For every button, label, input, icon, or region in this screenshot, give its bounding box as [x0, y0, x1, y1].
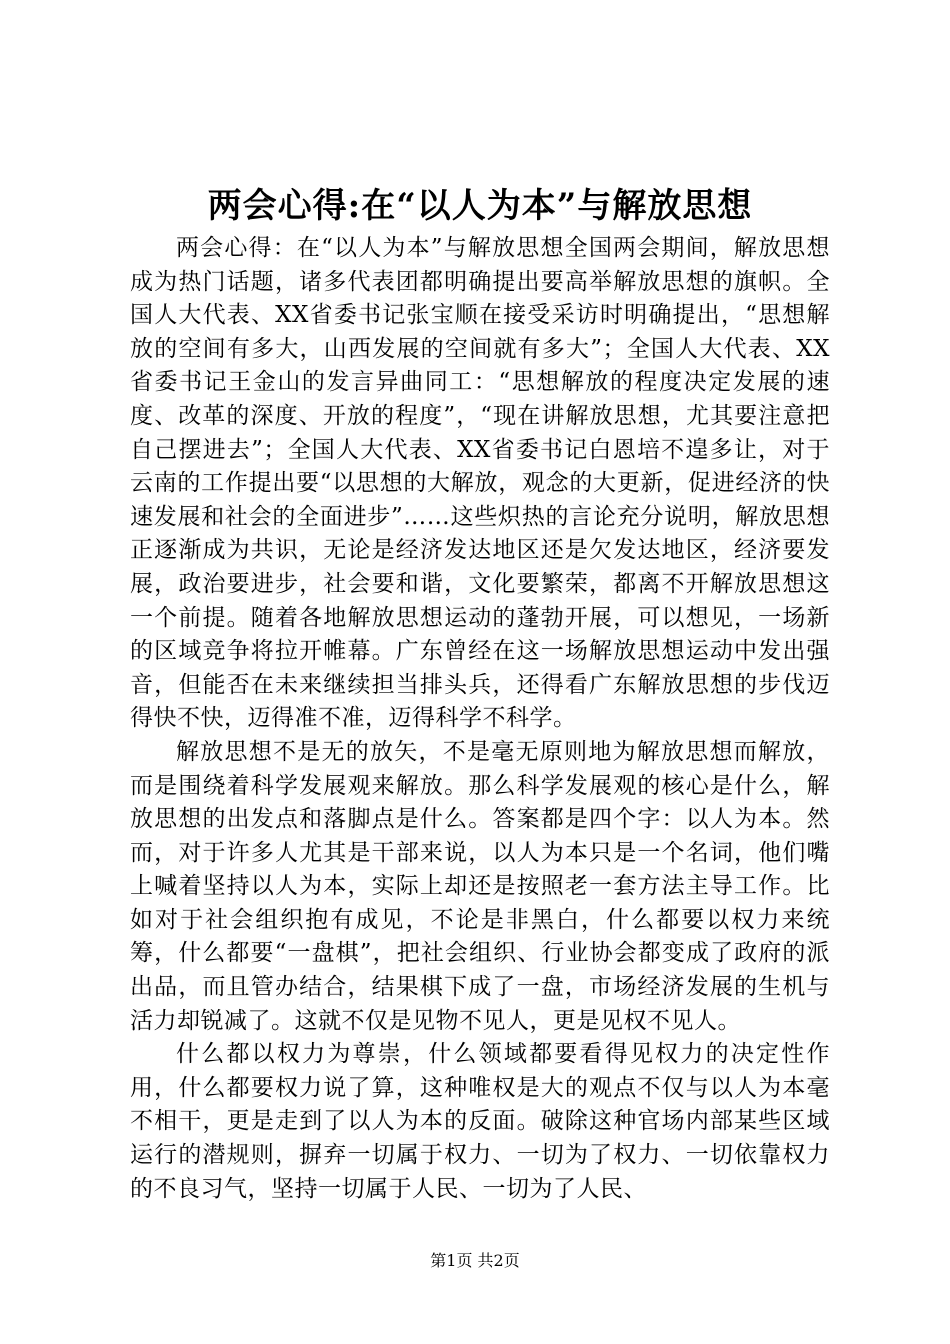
document-body: [130, 232, 830, 1206]
page-footer: 第1页 共2页: [430, 1251, 520, 1270]
paragraph-1: 两会心得：在“以人为本”与解放思想全国两会期间，解放思想成为热门话题，诸多代表团都明确提出要高举解放思想的旗帜。全国人大代表、XX省委书记张宝顺在接受采访时明确提出，“思想解放的空间有多大，山西发展的空间就有多大”；全国人大代表、XX省委书记王金山的发言异曲同工：“思想解放的程度决定发展的速度、改革的深度、开放的程度”，“现在讲解放思想，尤其要注意把自己摆进去”；全国人大代表、XX省委书记白恩培不遑多让，对于云南的工作提出要“以思想的大解放，观念的大更新，促进经济的快速发展和社会的全面进步”……这些炽热的言论充分说明，解放思想正逐渐成为共识，无论是经济发达地区还是欠发达地区，经济要发展，政治要进步，社会要和谐，文化要繁荣，都离不开解放思想这一个前提。随着各地解放思想运动的蓬勃开展，可以想见，一场新的区域竞争将拉开帷幕。广东曾经在这一场解放思想运动中发出强音，但能否在未来继续担当排头兵，还得看广东解放思想的步伐迈得快不快，迈得准不准，迈得科学不科学。: [130, 235, 830, 732]
document-title: 两会心得:在“以人为本”与解放思想: [207, 186, 753, 226]
paragraph-3: 什么都以权力为尊崇，什么领域都要看得见权力的决定性作用，什么都要权力说了算，这种唯权是大的观点不仅与以人为本毫不相干，更是走到了以人为本的反面。破除这种官场内部某些区域运行的潜规则，摒弃一切属于权力、一切为了权力、一切依靠权力的不良习气，坚持一切属于人民、一切为了人民、: [130, 1041, 830, 1202]
paragraph-2: 解放思想不是无的放矢，不是毫无原则地为解放思想而解放，而是围绕着科学发展观来解放。那么科学发展观的核心是什么，解放思想的出发点和落脚点是什么。答案都是四个字：以人为本。然而，对于许多人尤其是干部来说，以人为本只是一个名词，他们嘴上喊着坚持以人为本，实际上却还是按照老一套方法主导工作。比如对于社会组织抱有成见，不论是非黑白，什么都要以权力来统筹，什么都要“一盘棋”，把社会组织、行业协会都变成了政府的派出品，而且管办结合，结果棋下成了一盘，市场经济发展的生机与活力却锐减了。这就不仅是见物不见人，更是见权不见人。: [130, 738, 830, 1034]
